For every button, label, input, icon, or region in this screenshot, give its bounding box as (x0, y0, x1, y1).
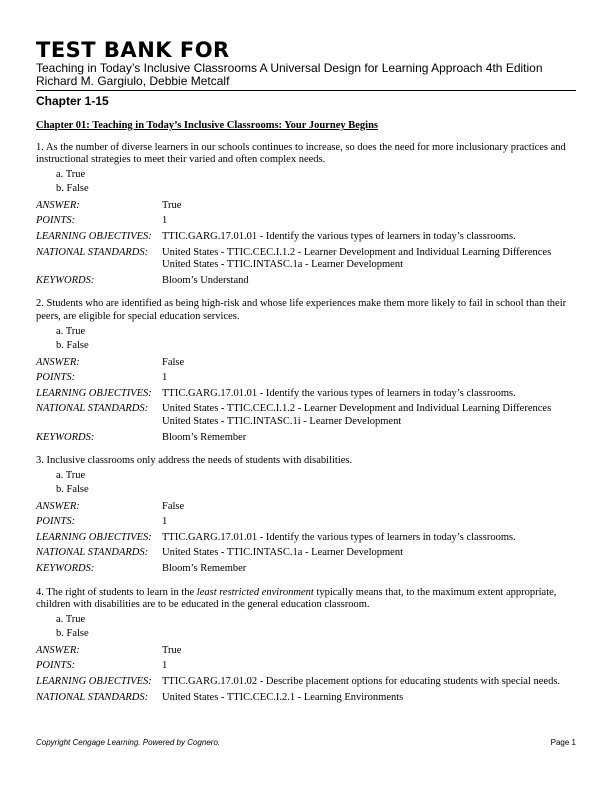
points-label: POINTS: (36, 372, 76, 384)
copyright-notice: Copyright Cengage Learning. Powered by Cognero. (36, 738, 221, 747)
objectives-label: LEARNING OBJECTIVES: (36, 531, 152, 543)
keywords-value: Bloom’s Remember (162, 431, 247, 443)
standard-line: United States - TTIC.CEC.I.1.2 - Learner Development and Individual Learning Differences (162, 403, 552, 415)
test-bank-heading: TEST BANK FOR (36, 38, 230, 62)
keywords-value: Bloom’s Understand (162, 274, 249, 286)
keywords-value: Bloom’s Remember (162, 563, 247, 575)
standards-label: NATIONAL STANDARDS: (36, 246, 149, 258)
answer-label: ANSWER: (36, 644, 80, 656)
standards-row (36, 692, 576, 705)
keywords-label: KEYWORDS: (36, 431, 95, 443)
points-label: POINTS: (36, 516, 76, 528)
objectives-value: TTIC.GARG.17.01.01 - Identify the various types of learners in today’s classrooms. (162, 531, 516, 543)
chapter-range: Chapter 1-15 (36, 94, 109, 108)
answer-value: False (162, 356, 185, 368)
objectives-label: LEARNING OBJECTIVES: (36, 676, 152, 688)
objectives-row (36, 388, 576, 401)
question-text (36, 587, 576, 612)
choice-a: a. True (56, 469, 86, 481)
question-2 (36, 298, 576, 444)
points-value: 1 (162, 516, 168, 528)
book-title: Teaching in Today’s Inclusive Classrooms A Universal Design for Learning Approach 4th Edition (36, 61, 543, 75)
objectives-row (36, 231, 576, 244)
points-label: POINTS: (36, 660, 76, 672)
choice-a: a. True (56, 613, 86, 625)
standard-line: United States - TTIC.CEC.I.1.2 - Learner Development and Individual Learning Differences (162, 246, 552, 258)
question-text: 2. Students who are identified as being high-risk and whose life experiences make them more likely to fail in school than their peers, are eligible for special education services. (36, 298, 567, 322)
answer-label: ANSWER: (36, 356, 80, 368)
question-text: 3. Inclusive classrooms only address the needs of students with disabilities. (36, 455, 353, 467)
standards-value (162, 247, 576, 272)
question-text: 1. As the number of diverse learners in our schools continues to increase, so does the need for more inclusionary practices and instructional strategies to meet their varied and often complex needs. (36, 141, 566, 166)
points-value: 1 (162, 660, 168, 672)
standards-label: NATIONAL STANDARDS: (36, 547, 149, 559)
points-row (36, 516, 576, 529)
standard-line: United States - TTIC.INTASC.1a - Learner Development (162, 547, 403, 559)
objectives-value: TTIC.GARG.17.01.02 - Describe placement options for educating students with special needs. (162, 676, 561, 688)
document-body (36, 120, 576, 715)
standard-line: United States - TTIC.INTASC.1a - Learner Development (162, 259, 403, 271)
keywords-row (36, 563, 576, 576)
question-4 (36, 587, 576, 705)
keywords-label: KEYWORDS: (36, 274, 95, 286)
standards-value (162, 547, 576, 560)
standards-row (36, 247, 576, 272)
standards-value (162, 403, 576, 428)
points-row (36, 660, 576, 673)
answer-row (36, 357, 576, 370)
answer-row (36, 501, 576, 514)
standard-line: United States - TTIC.CEC.I.2.1 - Learning Environments (162, 691, 404, 703)
choice-a: a. True (56, 325, 86, 337)
question-text-part: typically means that, to the maximum extent appropriate, children with disabilities are to be educated in the general education classroom. (36, 586, 557, 611)
keywords-label: KEYWORDS: (36, 563, 95, 575)
answer-value: True (162, 644, 182, 656)
keywords-row (36, 275, 576, 288)
standards-label: NATIONAL STANDARDS: (36, 403, 149, 415)
choice-b: b. False (56, 340, 89, 352)
points-row (36, 372, 576, 385)
standards-label: NATIONAL STANDARDS: (36, 691, 149, 703)
answer-row (36, 645, 576, 658)
question-text-emphasis: least restricted environment (196, 586, 314, 598)
page-footer (36, 738, 576, 747)
choice-b: b. False (56, 484, 89, 496)
points-value: 1 (162, 215, 168, 227)
points-row (36, 215, 576, 228)
points-value: 1 (162, 372, 168, 384)
choice-a: a. True (56, 168, 86, 180)
objectives-label: LEARNING OBJECTIVES: (36, 387, 152, 399)
choice-b: b. False (56, 628, 89, 640)
objectives-value: TTIC.GARG.17.01.01 - Identify the various types of learners in today’s classrooms. (162, 230, 516, 242)
question-text-part: 4. The right of students to learn in the (36, 586, 197, 598)
standard-line: United States - TTIC.INTASC.1i - Learner Development (162, 415, 402, 427)
answer-value: True (162, 199, 182, 211)
standards-row (36, 547, 576, 560)
objectives-row (36, 676, 576, 689)
objectives-label: LEARNING OBJECTIVES: (36, 230, 152, 242)
points-label: POINTS: (36, 215, 76, 227)
standards-row (36, 403, 576, 428)
choice-b: b. False (56, 183, 89, 195)
keywords-row (36, 432, 576, 445)
answer-label: ANSWER: (36, 500, 80, 512)
answer-label: ANSWER: (36, 199, 80, 211)
answer-value: False (162, 500, 185, 512)
book-authors: Richard M. Gargiulo, Debbie Metcalf (36, 74, 230, 88)
question-1 (36, 142, 576, 288)
objectives-row (36, 532, 576, 545)
question-3 (36, 455, 576, 576)
page-number: Page 1 (550, 738, 576, 747)
chapter-title: Chapter 01: Teaching in Today’s Inclusive Classrooms: Your Journey Begins (36, 120, 378, 131)
document-header (36, 38, 576, 108)
objectives-value: TTIC.GARG.17.01.01 - Identify the various types of learners in today’s classrooms. (162, 387, 516, 399)
header-divider (36, 90, 576, 91)
standards-value (162, 692, 576, 705)
answer-row (36, 200, 576, 213)
